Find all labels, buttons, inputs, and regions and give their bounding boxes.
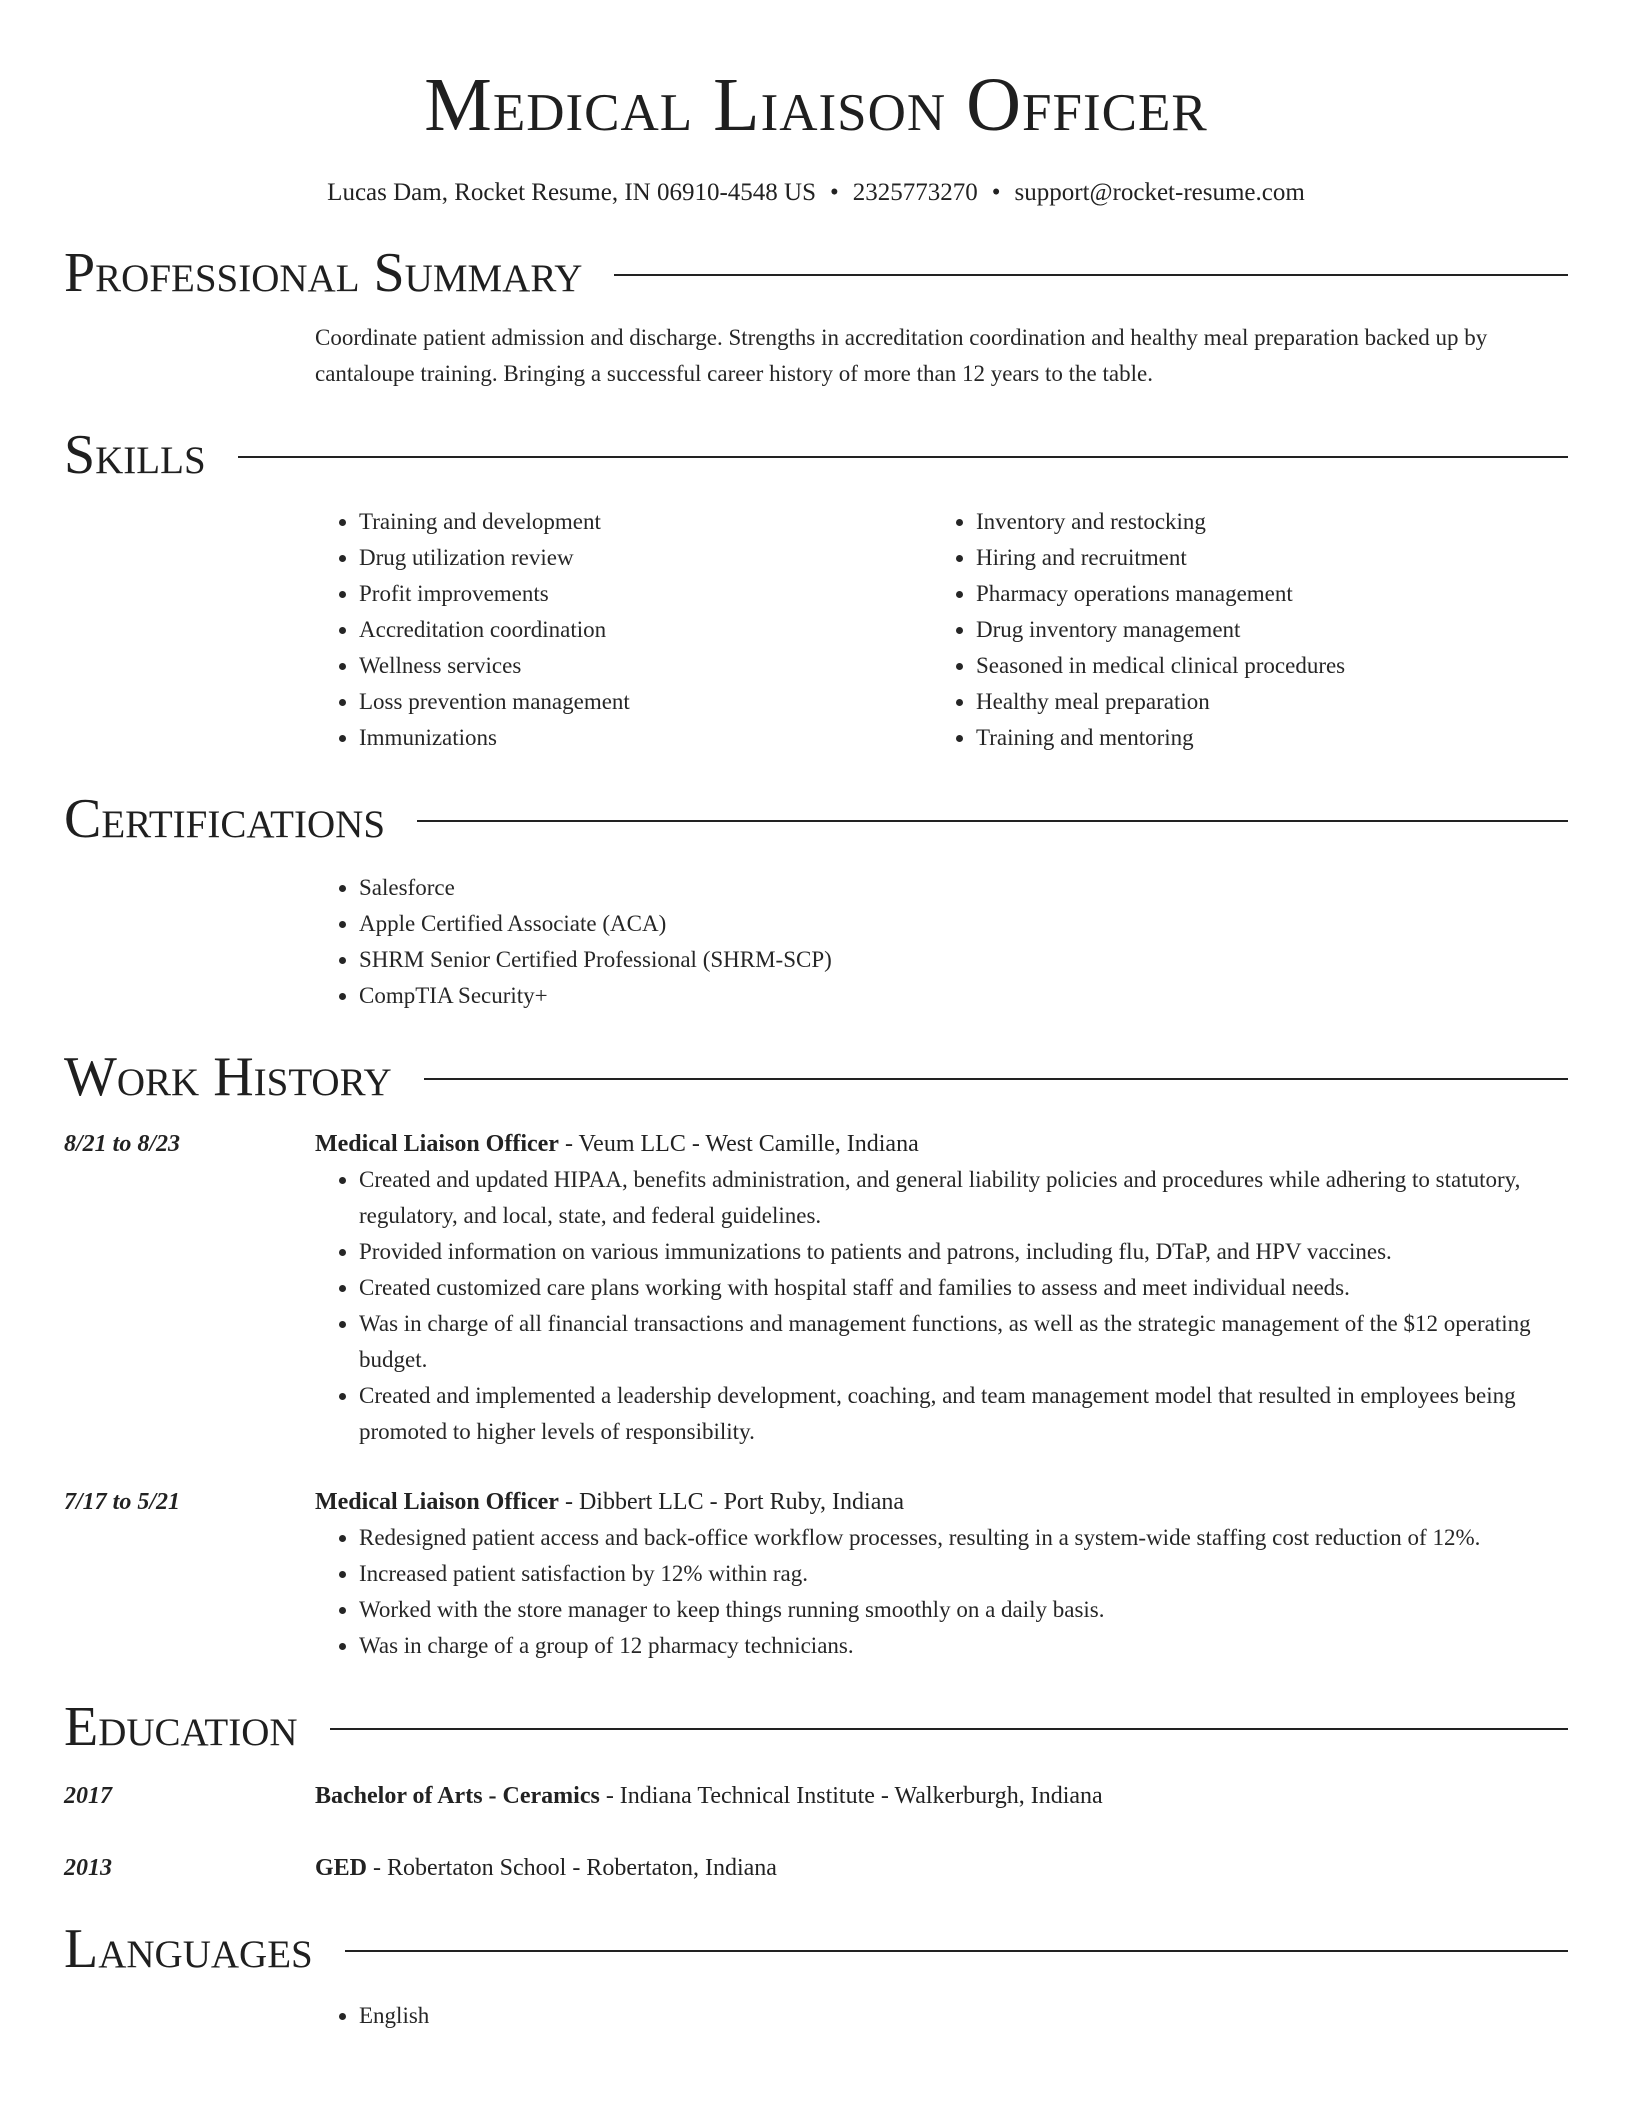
job-bullet: • Created and implemented a leadership development, coaching, and team management model that resulted in employees being promoted to higher levels of responsibility. <box>359 1378 1568 1450</box>
skill-item: • Seasoned in medical clinical procedures <box>976 648 1549 684</box>
job-details <box>315 1126 1568 1450</box>
skills-list <box>315 504 1568 756</box>
skill-item: • Hiring and recruitment <box>976 540 1549 576</box>
certification-item: • SHRM Senior Certified Professional (SHRM-SCP) <box>359 942 1568 978</box>
contact-phone: 2325773270 <box>852 179 978 206</box>
job-bullets <box>315 1162 1568 1450</box>
skill-item: • Accreditation coordination <box>359 612 932 648</box>
skill-item: • Inventory and restocking <box>976 504 1549 540</box>
job-bullet: • Worked with the store manager to keep things running smoothly on a daily basis. <box>359 1592 1568 1628</box>
job-entry <box>64 1484 1568 1664</box>
contact-address: Lucas Dam, Rocket Resume, IN 06910-4548 US <box>327 179 816 206</box>
skill-item: • Wellness services <box>359 648 932 684</box>
section-divider <box>614 274 1568 276</box>
language-item: • English <box>359 1998 1568 2034</box>
certification-item: • Apple Certified Associate (ACA) <box>359 906 1568 942</box>
certification-item: • CompTIA Security+ <box>359 978 1568 1014</box>
education-school: - Indiana Technical Institute - Walkerburgh, Indiana <box>599 1783 1103 1809</box>
section-divider <box>238 456 1568 458</box>
skill-item: • Immunizations <box>359 720 932 756</box>
certification-item: • Salesforce <box>359 870 1568 906</box>
skill-item: • Loss prevention management <box>359 684 932 720</box>
contact-line <box>64 176 1568 210</box>
job-bullets <box>315 1520 1568 1664</box>
section-header-summary <box>64 238 1568 308</box>
skill-item: • Healthy meal preparation <box>976 684 1549 720</box>
job-bullet: • Redesigned patient access and back-office workflow processes, resulting in a system-wide staffing cost reduction of 12%. <box>359 1520 1568 1556</box>
education-details <box>315 1850 1568 1886</box>
skill-item: • Drug inventory management <box>976 612 1549 648</box>
section-title: Work History <box>64 1046 392 1108</box>
skill-item: • Training and development <box>359 504 932 540</box>
certifications-bullets <box>315 870 1568 1014</box>
section-title: Certifications <box>64 788 386 850</box>
job-bullet: • Was in charge of all financial transactions and management functions, as well as the strategic management of the $12 operating budget. <box>359 1306 1568 1378</box>
section-header-languages <box>64 1914 1568 1984</box>
contact-email: support@rocket-resume.com <box>1014 179 1305 206</box>
section-divider <box>424 1078 1568 1080</box>
job-bullet: • Provided information on various immunizations to patients and patrons, including flu, DTaP, and HPV vaccines. <box>359 1234 1568 1270</box>
education-school: - Robertaton School - Robertaton, Indiana <box>367 1855 777 1881</box>
section-header-certifications <box>64 784 1568 854</box>
skills-column-right <box>932 504 1549 756</box>
job-dates: 8/21 to 8/23 <box>64 1131 181 1157</box>
contact-separator: • <box>829 179 839 206</box>
job-employer: - Veum LLC - West Camille, Indiana <box>558 1131 919 1157</box>
education-details <box>315 1778 1568 1814</box>
job-heading <box>315 1484 1568 1520</box>
education-degree: GED <box>315 1855 368 1881</box>
job-bullet: • Was in charge of a group of 12 pharmacy technicians. <box>359 1628 1568 1664</box>
job-bullet: • Created customized care plans working with hospital staff and families to assess and meet individual needs. <box>359 1270 1568 1306</box>
skill-item: • Drug utilization review <box>359 540 932 576</box>
job-heading <box>315 1126 1568 1162</box>
education-degree: Bachelor of Arts - Ceramics <box>315 1783 600 1809</box>
education-entry <box>64 1778 1568 1814</box>
job-role: Medical Liaison Officer <box>315 1489 559 1515</box>
job-bullet: • Increased patient satisfaction by 12% within rag. <box>359 1556 1568 1592</box>
skills-column-left <box>315 504 932 756</box>
section-title: Languages <box>64 1918 313 1980</box>
job-role: Medical Liaison Officer <box>315 1131 559 1157</box>
section-divider <box>345 1950 1568 1952</box>
section-header-work-history <box>64 1042 1568 1112</box>
education-year: 2017 <box>64 1783 112 1809</box>
section-title: Education <box>64 1696 298 1758</box>
section-header-skills <box>64 420 1568 490</box>
job-details <box>315 1484 1568 1664</box>
job-employer: - Dibbert LLC - Port Ruby, Indiana <box>558 1489 904 1515</box>
section-title: Skills <box>64 424 206 486</box>
contact-separator: • <box>991 179 1001 206</box>
languages-bullets <box>315 1998 1568 2034</box>
education-year: 2013 <box>64 1855 112 1881</box>
job-bullet: • Created and updated HIPAA, benefits administration, and general liability policies and procedures while adhering to statutory, regulatory, and local, state, and federal guidelines. <box>359 1162 1568 1234</box>
skill-item: • Profit improvements <box>359 576 932 612</box>
summary-text: Coordinate patient admission and discharge. Strengths in accreditation coordination and healthy meal preparation backed up by cantaloupe training. Bringing a successful career history of more than 12 years to the table. <box>315 325 1488 386</box>
section-header-education <box>64 1692 1568 1762</box>
certifications-list <box>315 870 1568 1014</box>
resume-page <box>64 0 1568 2034</box>
skill-item: • Pharmacy operations management <box>976 576 1549 612</box>
section-divider <box>417 820 1568 822</box>
skill-item: • Training and mentoring <box>976 720 1549 756</box>
job-dates: 7/17 to 5/21 <box>64 1489 181 1515</box>
section-title: Professional Summary <box>64 242 583 304</box>
languages-list <box>315 1998 1568 2034</box>
resume-title: Medical Liaison Officer <box>424 63 1208 147</box>
section-divider <box>330 1728 1568 1730</box>
job-entry <box>64 1126 1568 1450</box>
education-entry <box>64 1850 1568 1886</box>
